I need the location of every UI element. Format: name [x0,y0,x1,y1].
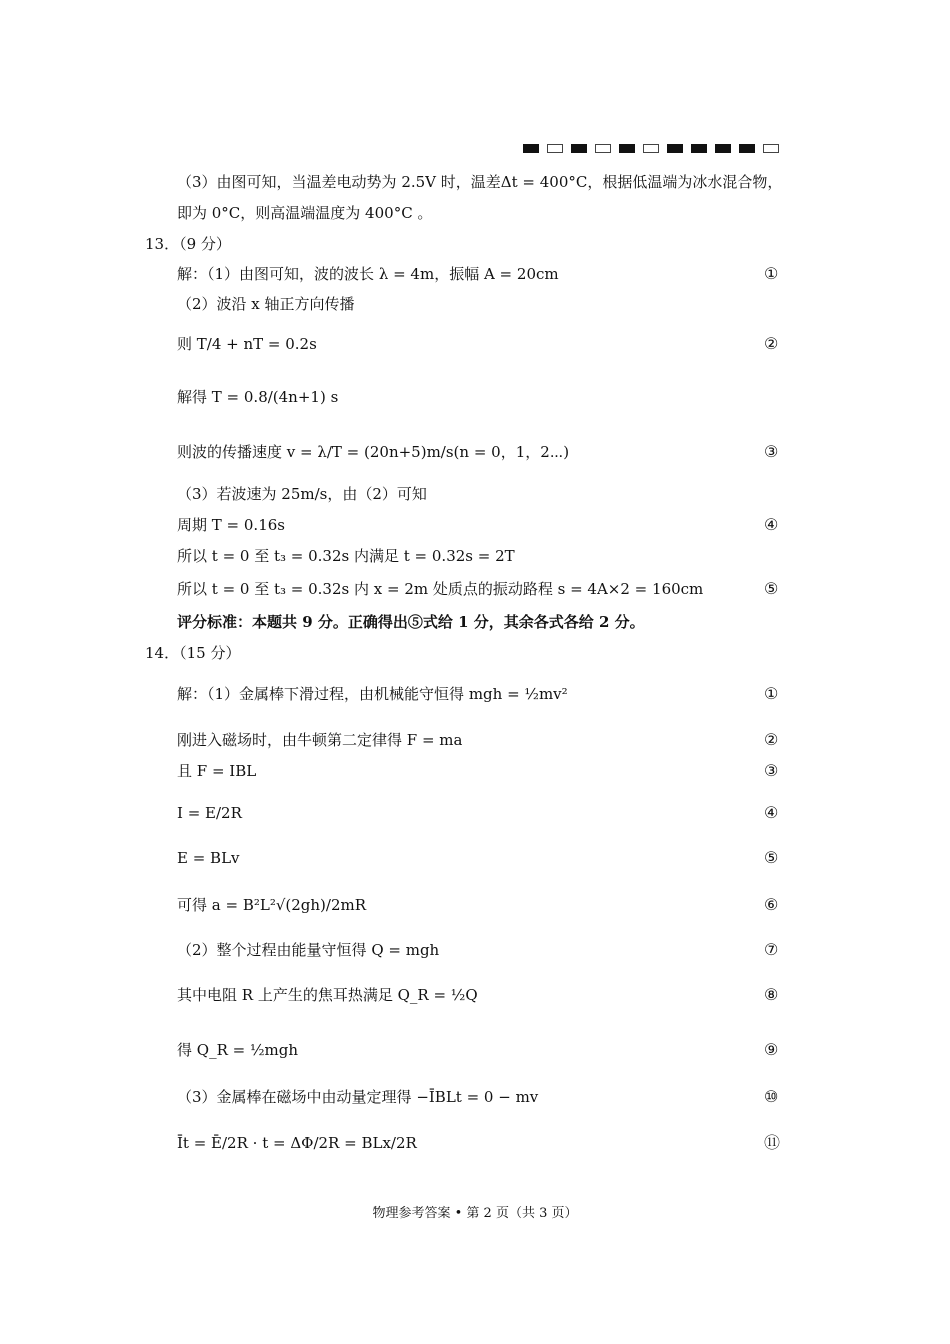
equation-line: I = E/2R [177,804,242,822]
mark-filled [523,144,539,153]
equation-line: （2）整个过程由能量守恒得 Q = mgh [177,941,440,959]
answer-line: 即为 0°C，则高温端温度为 400°C 。 [177,204,433,222]
equation-line: E = BLv [177,849,240,867]
equation-line: 所以 t = 0 至 t₃ = 0.32s 内 x = 2m 处质点的振动路程 s = 4A×2 = 160cm [177,580,704,598]
equation-number: ① [764,264,779,283]
equation-number: ⑧ [764,985,779,1004]
equation-line: 则波的传播速度 v = λ/T = (20n+5)m/s(n = 0，1，2⋯) [177,443,570,461]
equation-line: 解：（1）金属棒下滑过程，由机械能守恒得 mgh = ½mv² [177,685,568,703]
equation-number: ⑦ [764,940,779,959]
equation-number: ② [764,730,779,749]
equation-number: ④ [764,515,779,534]
mark-filled [739,144,755,153]
answer-line: （3）由图可知，当温差电动势为 2.5V 时，温差Δt = 400°C，根据低温端为冰水混合物， [177,173,783,191]
mark-empty [643,144,659,153]
mark-filled [667,144,683,153]
equation-number: ① [764,684,779,703]
mark-empty [763,144,779,153]
equation-number: ③ [764,442,779,461]
equation-number: ⑨ [764,1040,779,1059]
equation-line: （3）金属棒在磁场中由动量定理得 −ĪBLt = 0 − mv [177,1088,539,1106]
mark-filled [691,144,707,153]
equation-line: 解得 T = 0.8/(4n+1) s [177,388,339,406]
equation-line: 刚进入磁场时，由牛顿第二定律得 F = ma [177,731,463,749]
equation-number: ⑩ [764,1087,779,1106]
equation-line: 所以 t = 0 至 t₃ = 0.32s 内满足 t = 0.32s = 2T [177,547,515,565]
answer-line: （3）若波速为 25m/s，由（2）可知 [177,485,427,503]
question-heading: 13．（9 分） [145,235,231,253]
equation-line: 得 Q_R = ½mgh [177,1041,298,1059]
answer-line: （2）波沿 x 轴正方向传播 [177,295,355,313]
question-heading: 14．（15 分） [145,644,241,662]
page-footer: 物理参考答案 • 第 2 页（共 3 页） [372,1206,578,1221]
equation-number: ⑤ [764,848,779,867]
mark-filled [571,144,587,153]
equation-number: ⑪ [764,1133,781,1152]
mark-empty [595,144,611,153]
mark-filled [619,144,635,153]
equation-number: ② [764,334,779,353]
equation-line: 则 T/4 + nT = 0.2s [177,335,317,353]
equation-line: 可得 a = B²L²√(2gh)/2mR [177,896,367,914]
equation-number: ④ [764,803,779,822]
equation-line: 且 F = IBL [177,762,257,780]
equation-number: ⑥ [764,895,779,914]
answer-line: 解：（1）由图可知，波的波长 λ = 4m，振幅 A = 20cm [177,265,559,283]
grading-note: 评分标准：本题共 9 分。正确得出⑤式给 1 分，其余各式各给 2 分。 [177,613,645,631]
equation-line: 周期 T = 0.16s [177,516,285,534]
header-marks [523,144,779,153]
mark-empty [547,144,563,153]
equation-line: 其中电阻 R 上产生的焦耳热满足 Q_R = ½Q [177,986,478,1004]
equation-line: Īt = Ē/2R · t = ΔΦ/2R = BLx/2R [177,1134,417,1152]
mark-filled [715,144,731,153]
equation-number: ⑤ [764,579,779,598]
equation-number: ③ [764,761,779,780]
